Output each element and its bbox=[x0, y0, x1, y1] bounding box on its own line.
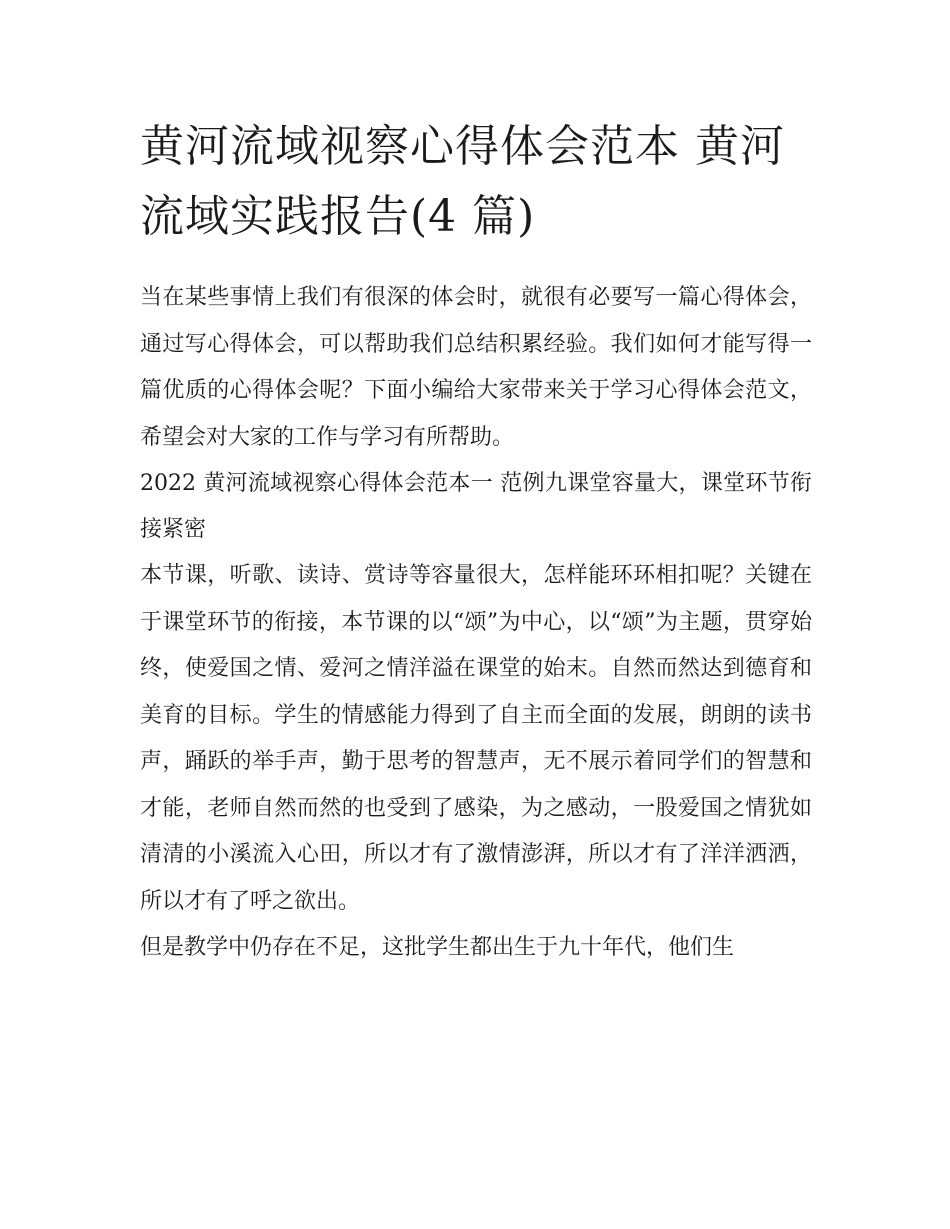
section-heading: 2022 黄河流域视察心得体会范本一 范例九课堂容量大，课堂环节衔接紧密 bbox=[140, 471, 812, 542]
intro-paragraph: 当在某些事情上我们有很深的体会时，就很有必要写一篇心得体会，通过写心得体会，可以帮助我们总结积累经验。我们如何才能写得一篇优质的心得体会呢？下面小编给大家带来关于学习心得体会范文，希望会对大家的工作与学习有所帮助。 bbox=[140, 285, 812, 450]
document-body bbox=[140, 112, 812, 972]
body-paragraph-continued: 但是教学中仍存在不足，这批学生都出生于九十年代，他们生 bbox=[140, 935, 735, 960]
body-paragraph: 本节课，听歌、读诗、赏诗等容量很大，怎样能环环相扣呢？关键在于课堂环节的衔接，本节课的以“颂”为中心，以“颂”为主题，贯穿始终，使爱国之情、爱河之情洋溢在课堂的始末。自然而然达到德育和美育的目标。学生的情感能力得到了自主而全面的发展，朗朗的读书声，踊跃的举手声，勤于思考的智慧声，无不展示着同学们的智慧和才能，老师自然而然的也受到了感染，为之感动，一股爱国之情犹如清清的小溪流入心田，所以才有了激情澎湃，所以才有了洋洋洒洒，所以才有了呼之欲出。 bbox=[140, 563, 812, 914]
document-title: 黄河流域视察心得体会范本 黄河流域实践报告(4 篇) bbox=[140, 121, 785, 242]
